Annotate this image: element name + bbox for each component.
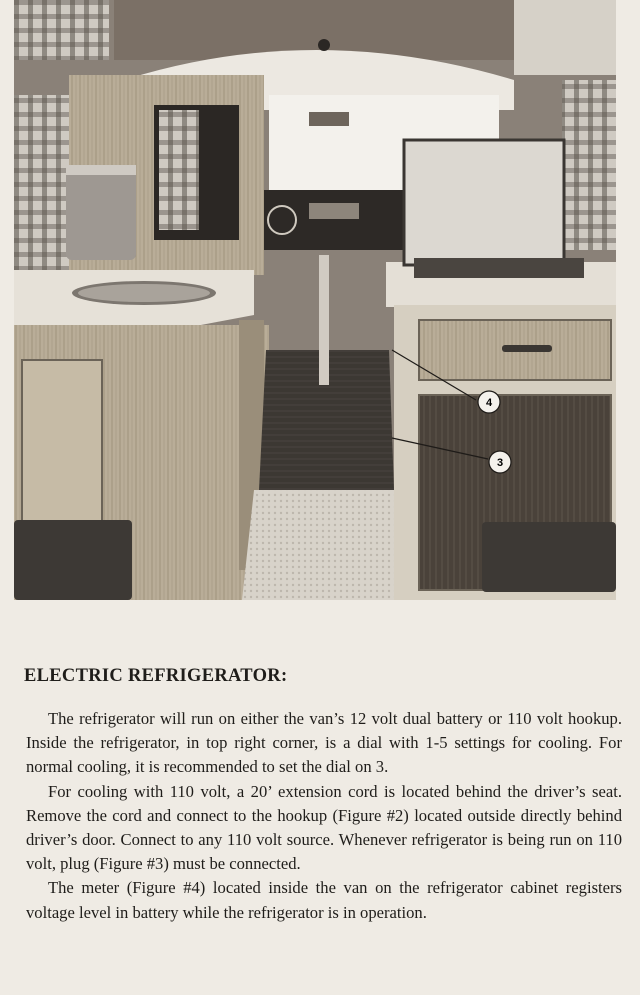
callout-4-label: 4 [485,397,493,409]
paragraph-110-volt-cooling: For cooling with 110 volt, a 20’ extension cord is located behind the driver’s seat. Remove the cord and connect to the hookup (Figure #2) located outside directly behind driver’s door. Connect to any 110 volt source. Whenever refrigerator is being run on 110 volt, plug (Figure #3) must be connected. [26,781,622,874]
paragraph-meter: The meter (Figure #4) located inside the van on the refrigerator cabinet registers voltage level in battery while the refrigerator is in operation. [26,878,622,922]
paragraph-dial-settings: The refrigerator will run on either the van’s 12 volt dual battery or 110 volt hookup. Inside the refrigerator, in top right corner, is a dial with 1-5 settings for cooling. For normal cooling, it is recommended to set the dial on 3. [26,709,622,777]
section-body [26,707,622,925]
callout-3-label: 3 [496,457,504,469]
van-interior-photo [14,0,616,600]
section-heading: ELECTRIC REFRIGERATOR: [24,666,288,686]
van-interior-photo-icon [14,0,616,600]
